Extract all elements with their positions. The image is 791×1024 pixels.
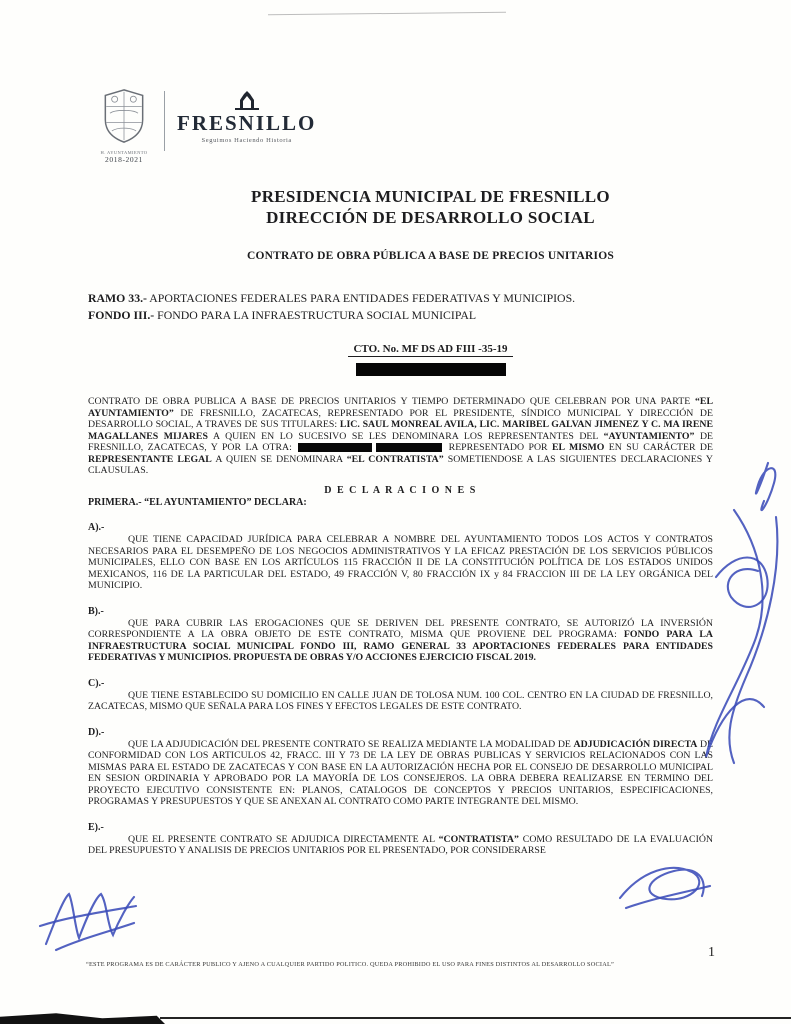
title-line-2: DIRECCIÓN DE DESARROLLO SOCIAL (266, 208, 595, 228)
redaction-bar (356, 363, 506, 376)
scan-artifact-corner (0, 1009, 165, 1024)
declaration-text-c: QUE TIENE ESTABLECIDO SU DOMICILIO EN CALLE JUAN DE TOLOSA NUM. 100 COL. CENTRO EN LA CIUDAD DE FRESNILLO, ZACATECAS, MISMO QUE SEÑALA PARA LOS FINES Y EFECTOS LEGALES DE ESTE CONTRATO. (88, 689, 713, 713)
brand-name: FRESNILLO (177, 111, 317, 135)
signature-scribble-mid (610, 856, 728, 918)
declaration-text-a: QUE TIENE CAPACIDAD JURÍDICA PARA CELEBRAR A NOMBRE DEL AYUNTAMIENTO TODOS LOS ACTOS Y CONTRATOS NECESARIOS PARA EL DESEMPEÑO DE LOS NEGOCIOS ADMINISTRATIVOS Y LA EFICAZ PRESTACIÓN DE LOS SERVICIOS PÚBLICOS MUNICIPALES, ELLO CON BASE EN LOS ARTÍCULOS 115 FRACCIÓN II DE LA CONSTITUCIÓN POLÍTICA DE LOS ESTADOS UNIDOS MEXICANOS, 116 DE LA PARTICULAR DEL ESTADO, 49 FRACCIÓN V, 80 FRACCIÓN IX y 84 FRACCION III DE LA LEY ORGÁNICA DEL MUNICIPIO. (88, 534, 713, 592)
signature-scribble-bottom (36, 886, 142, 962)
contract-number-block (70, 343, 791, 376)
ramo-line: RAMO 33.- APORTACIONES FEDERALES PARA ENTIDADES FEDERATIVAS Y MUNICIPIOS. (88, 291, 576, 305)
redaction-bar (376, 443, 442, 452)
crest-label: H. AYUNTAMIENTO (100, 150, 148, 155)
contract-subtitle: CONTRATO DE OBRA PÚBLICA A BASE DE PRECIOS UNITARIOS (247, 250, 614, 262)
declaration-item-e (88, 822, 713, 857)
footer-disclaimer: “ESTE PROGRAMA ES DE CARÁCTER PUBLICO Y AJENO A CUALQUIER PARTIDO POLITICO. QUEDA PROHIBIDO EL USO PARA FINES DISTINTOS AL DESARROLLO SOCIAL” (86, 961, 614, 968)
declarations-heading: D E C L A R A C I O N E S (324, 484, 477, 496)
declaration-label-d: D).- (88, 726, 105, 738)
scan-artifact-edge (160, 1017, 791, 1020)
declaration-text-b: QUE PARA CUBRIR LAS EROGACIONES QUE SE DERIVEN DEL PRESENTE CONTRATO, SE AUTORIZÓ LA INVERSIÓN CORRESPONDIENTE A LA OBRA OBJETO DE ESTE CONTRATO, MISMA QUE PROVIENE DEL PROGRAMA: FONDO PARA LA INFRAESTRUCTURA SOCIAL MUNICIPAL FONDO III, RAMO GENERAL 33 APORTACIONES FEDERALES PARA ENTIDADES FEDERATIVAS Y MUNICIPIOS. PROPUESTA DE OBRAS Y/O ACCIONES EJERCICIO FISCAL 2019. (88, 617, 713, 664)
intro-paragraph: CONTRATO DE OBRA PUBLICA A BASE DE PRECIOS UNITARIOS Y TIEMPO DETERMINADO QUE CELEBRAN POR UNA PARTE “EL AYUNTAMIENTO” DE FRESNILLO, ZACATECAS, REPRESENTADO POR EL PRESIDENTE, SÍNDICO MUNICIPAL Y DIRECCIÓN DE DESARROLLO SOCIAL, A TRAVES DE SUS TITULARES: LIC. SAUL MONREAL AVILA, LIC. MARIBEL GALVAN JIMENEZ Y C. MA IRENE MAGALLANES MIJARES A QUIEN EN LO SUCESIVO SE LES DENOMINARA LOS REPRESENTANTES DEL “AYUNTAMIENTO” DE FRESNILLO, ZACATECAS, Y POR LA OTRA: REPRESENTADO POR EL MISMO EN SU CARÁCTER DE REPRESENTANTE LEGAL A QUIEN SE DENOMINARA “EL CONTRATISTA” SOMETIENDOSE A LAS SIGUIENTES DECLARACIONES Y CLAUSULAS. (88, 396, 714, 477)
municipal-crest (96, 88, 152, 164)
declaration-text-d: QUE LA ADJUDICACIÓN DEL PRESENTE CONTRATO SE REALIZA MEDIANTE LA MODALIDAD DE ADJUDICACIÓN DIRECTA DE CONFORMIDAD CON LOS ARTICULOS 42, FRACC. III Y 73 DE LA LEY DE OBRAS PUBLICAS Y SERVICIOS RELACIONADOS CON LAS MISMAS PARA EL ESTADO DE ZACATECAS Y CON BASE EN LA AUTORIZACIÓN HECHA POR EL CONSEJO DE DESARROLLO MUNICIPAL EN SESION ORDINARIA Y APROBADO POR LA MAYORÍA DE LOS CONSEJEROS. LA OBRA DEBERA REALIZARSE EN TERMINO DEL PROYECTO EJECUTIVO CONSISTENTE EN: PLANOS, CATALOGOS DE CONCEPTOS Y PRECIOS UNITARIOS, ESPECIFICACIONES, PROGRAMAS Y PRESUPUESTOS Y QUE SE ANEXAN AL CONTRATO COMO PARTE INTEGRANTE DEL MISMO. (88, 738, 713, 808)
declaration-label-a: A).- (88, 522, 105, 534)
title-line-1: PRESIDENCIA MUNICIPAL DE FRESNILLO (251, 187, 610, 206)
crest-years: 2018-2021 (105, 155, 143, 164)
logo-divider (164, 91, 165, 151)
contract-body (88, 396, 713, 857)
declaration-text-e: QUE EL PRESENTE CONTRATO SE ADJUDICA DIRECTAMENTE AL “CONTRATISTA” COMO RESULTADO DE LA EVALUACIÓN DEL PRESUPUESTO Y ANALISIS DE PRECIOS UNITARIOS POR EL PRESENTADO, POR CONSIDERARSE (88, 833, 713, 857)
fresnillo-brand (177, 88, 316, 144)
declaration-label-c: C).- (88, 677, 105, 689)
program-block (88, 290, 715, 323)
redaction-bar (298, 443, 372, 452)
declaration-label-e: E).- (88, 821, 104, 833)
declaration-item-c (88, 678, 713, 713)
document-title (70, 186, 791, 229)
declaration-item-a (88, 522, 713, 592)
brand-tagline: Seguimos Haciendo Historia (201, 137, 292, 144)
crest-icon (100, 88, 148, 144)
declaration-item-b (88, 606, 713, 664)
fresnillo-icon (234, 90, 260, 110)
header-logos (96, 88, 316, 164)
contract-number: CTO. No. MF DS AD FIII -35-19 (348, 343, 512, 357)
primera-clause: PRIMERA.- “EL AYUNTAMIENTO” DECLARA: (88, 496, 307, 508)
fondo-line: FONDO III.- FONDO PARA LA INFRAESTRUCTURA SOCIAL MUNICIPAL (88, 307, 477, 322)
declaration-label-b: B).- (88, 605, 104, 617)
page-number: 1 (708, 945, 715, 960)
declaration-item-d (88, 727, 713, 808)
scan-artifact-line (268, 12, 506, 15)
